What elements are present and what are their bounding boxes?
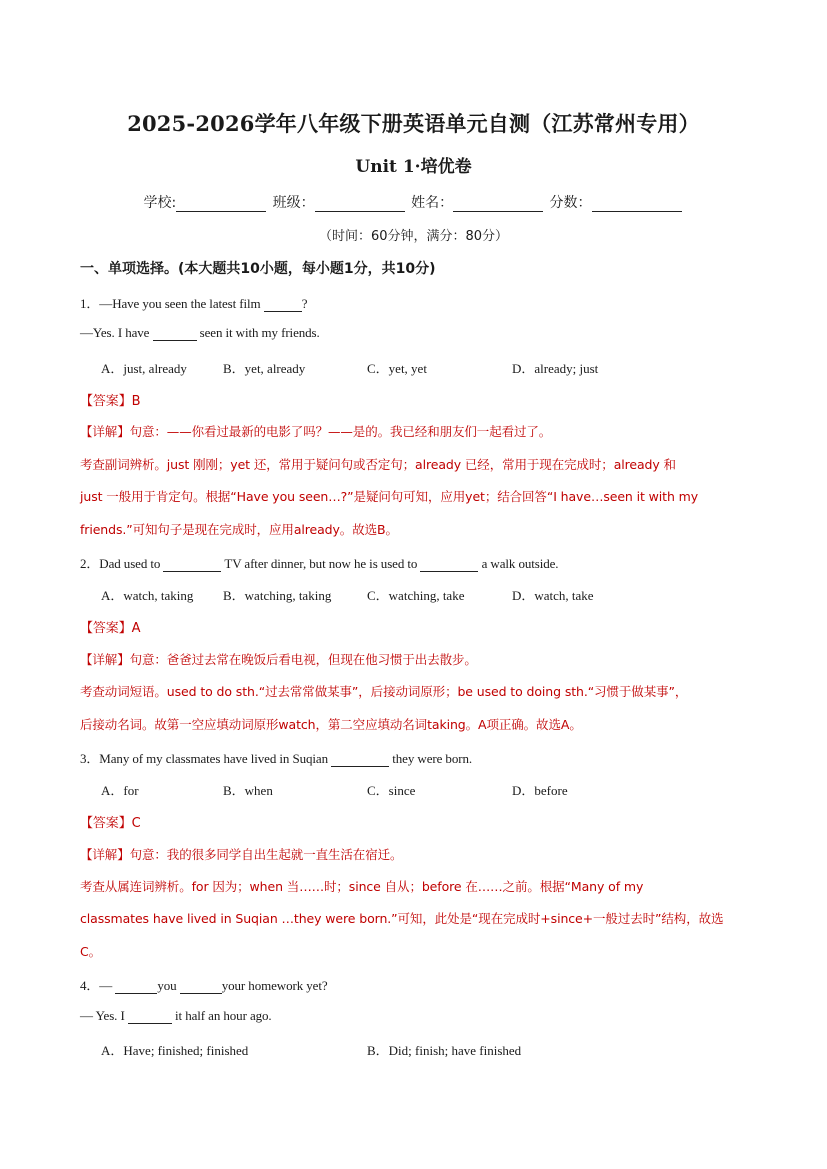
q4-blank-2: [180, 981, 222, 994]
q3-answer: 【答案】C: [80, 816, 141, 831]
q2-blank-2: [420, 559, 478, 572]
q2-answer: 【答案】A: [80, 621, 141, 636]
q2-option-a: A．watch, taking: [101, 588, 194, 603]
q2-blank-1: [163, 559, 221, 572]
q3-analysis-2: classmates have lived in Suqian …they were born.”可知，此处是“现在完成时+since+一般过去时”结构，故选: [80, 911, 724, 926]
q1-stem-b-end: seen it with my friends.: [196, 325, 320, 340]
name-label: 姓名：: [411, 195, 454, 211]
q3-stem-end: they were born.: [389, 751, 472, 766]
q2-option-c: C．watching, take: [367, 588, 465, 603]
class-blank[interactable]: [315, 197, 405, 212]
page-subtitle: Unit 1·培优卷: [355, 157, 472, 177]
q4-stem-b-end: it half an hour ago.: [171, 1008, 272, 1023]
school-blank[interactable]: [176, 197, 266, 212]
class-label: 班级：: [272, 195, 315, 211]
q2-detail: 【详解】句意：爸爸过去常在晚饭后看电视，但现在他习惯于出去散步。: [80, 652, 477, 667]
q3-stem-a: 3．Many of my classmates have lived in Suqian: [80, 751, 332, 766]
q1-option-c: C．yet, yet: [367, 361, 427, 376]
q2-analysis-1: 考查动词短语。used to do sth.“过去常常做某事”，后接动词原形；be used to doing sth.“习惯于做某事”，: [80, 684, 688, 699]
q2-stem-end: a walk outside.: [478, 556, 559, 571]
q4-option-b: B．Did; finish; have finished: [367, 1043, 522, 1058]
q3-analysis-1: 考查从属连词辨析。for 因为；when 当……时；since 自从；before 在……之前。根据“Many of my: [80, 879, 644, 894]
score-label: 分数：: [549, 195, 592, 211]
q1-option-b: B．yet, already: [223, 361, 306, 376]
q1-stem-end: ?: [301, 296, 308, 311]
school-label: 学校:: [143, 195, 177, 211]
q1-blank-1: [264, 299, 302, 312]
q4-option-a: A．Have; finished; finished: [101, 1043, 249, 1058]
q2-option-b: B．watching, taking: [223, 588, 332, 603]
q3-detail: 【详解】句意：我的很多同学自出生起就一直生活在宿迁。: [80, 847, 403, 862]
q4-stem-line1: [80, 975, 328, 994]
q4-stem-a: 4．—: [80, 978, 116, 993]
q1-analysis-1: 考查副词辨析。just 刚刚；yet 还，常用于疑问句或否定句；already 已经，常用于现在完成时；already 和: [80, 457, 676, 472]
q1-stem-text: 1．—Have you seen the latest film: [80, 296, 264, 311]
q4-blank-3: [128, 1011, 172, 1024]
q4-stem-mid2: your homework yet?: [221, 978, 328, 993]
q4-blank-1: [115, 981, 157, 994]
q3-blank-1: [331, 754, 389, 767]
q1-blank-2: [153, 328, 197, 341]
q1-detail: 【详解】句意：——你看过最新的电影了吗？——是的。我已经和朋友们一起看过了。: [80, 424, 552, 439]
q3-analysis-3: C。: [80, 944, 102, 959]
student-info-fields: [0, 192, 827, 212]
q2-stem-mid: TV after dinner, but now he is used to: [221, 556, 421, 571]
q1-analysis-3: friends.”可知句子是现在完成时，应用already。故选B。: [80, 522, 398, 537]
q1-option-a: A．just, already: [101, 361, 187, 376]
q1-stem-b: —Yes. I have: [80, 325, 153, 340]
time-note: （时间：60分钟，满分：80分）: [318, 229, 509, 244]
q3-option-c: C．since: [367, 783, 416, 798]
q2-stem-a: 2．Dad used to: [80, 556, 164, 571]
page-title: 2025-2026学年八年级下册英语单元自测（江苏常州专用）: [127, 111, 700, 136]
q3-option-b: B．when: [223, 783, 273, 798]
q2-analysis-2: 后接动名词。故第一空应填动词原形watch，第二空应填动名词taking。A项正确。故选A。: [80, 717, 582, 732]
q4-stem-line2: [80, 1008, 272, 1024]
q3-option-d: D．before: [512, 783, 568, 798]
q4-stem-b: — Yes. I: [80, 1008, 128, 1023]
q1-stem-line1: [80, 293, 307, 312]
name-blank[interactable]: [453, 197, 543, 212]
q3-option-a: A．for: [101, 783, 139, 798]
section-title: 一、单项选择。(本大题共10小题，每小题1分，共10分): [80, 261, 436, 277]
q2-option-d: D．watch, take: [512, 588, 594, 603]
score-blank[interactable]: [592, 197, 682, 212]
q1-analysis-2: just 一般用于肯定句。根据“Have you seen…?”是疑问句可知，应用yet；结合回答“I have…seen it with my: [80, 489, 699, 504]
q1-answer: 【答案】B: [80, 394, 141, 409]
q2-stem: [80, 553, 558, 572]
q1-stem-line2: [80, 325, 320, 341]
q1-option-d: D．already; just: [512, 361, 599, 376]
q4-stem-mid1: you: [157, 978, 180, 993]
q3-stem: [80, 748, 472, 767]
